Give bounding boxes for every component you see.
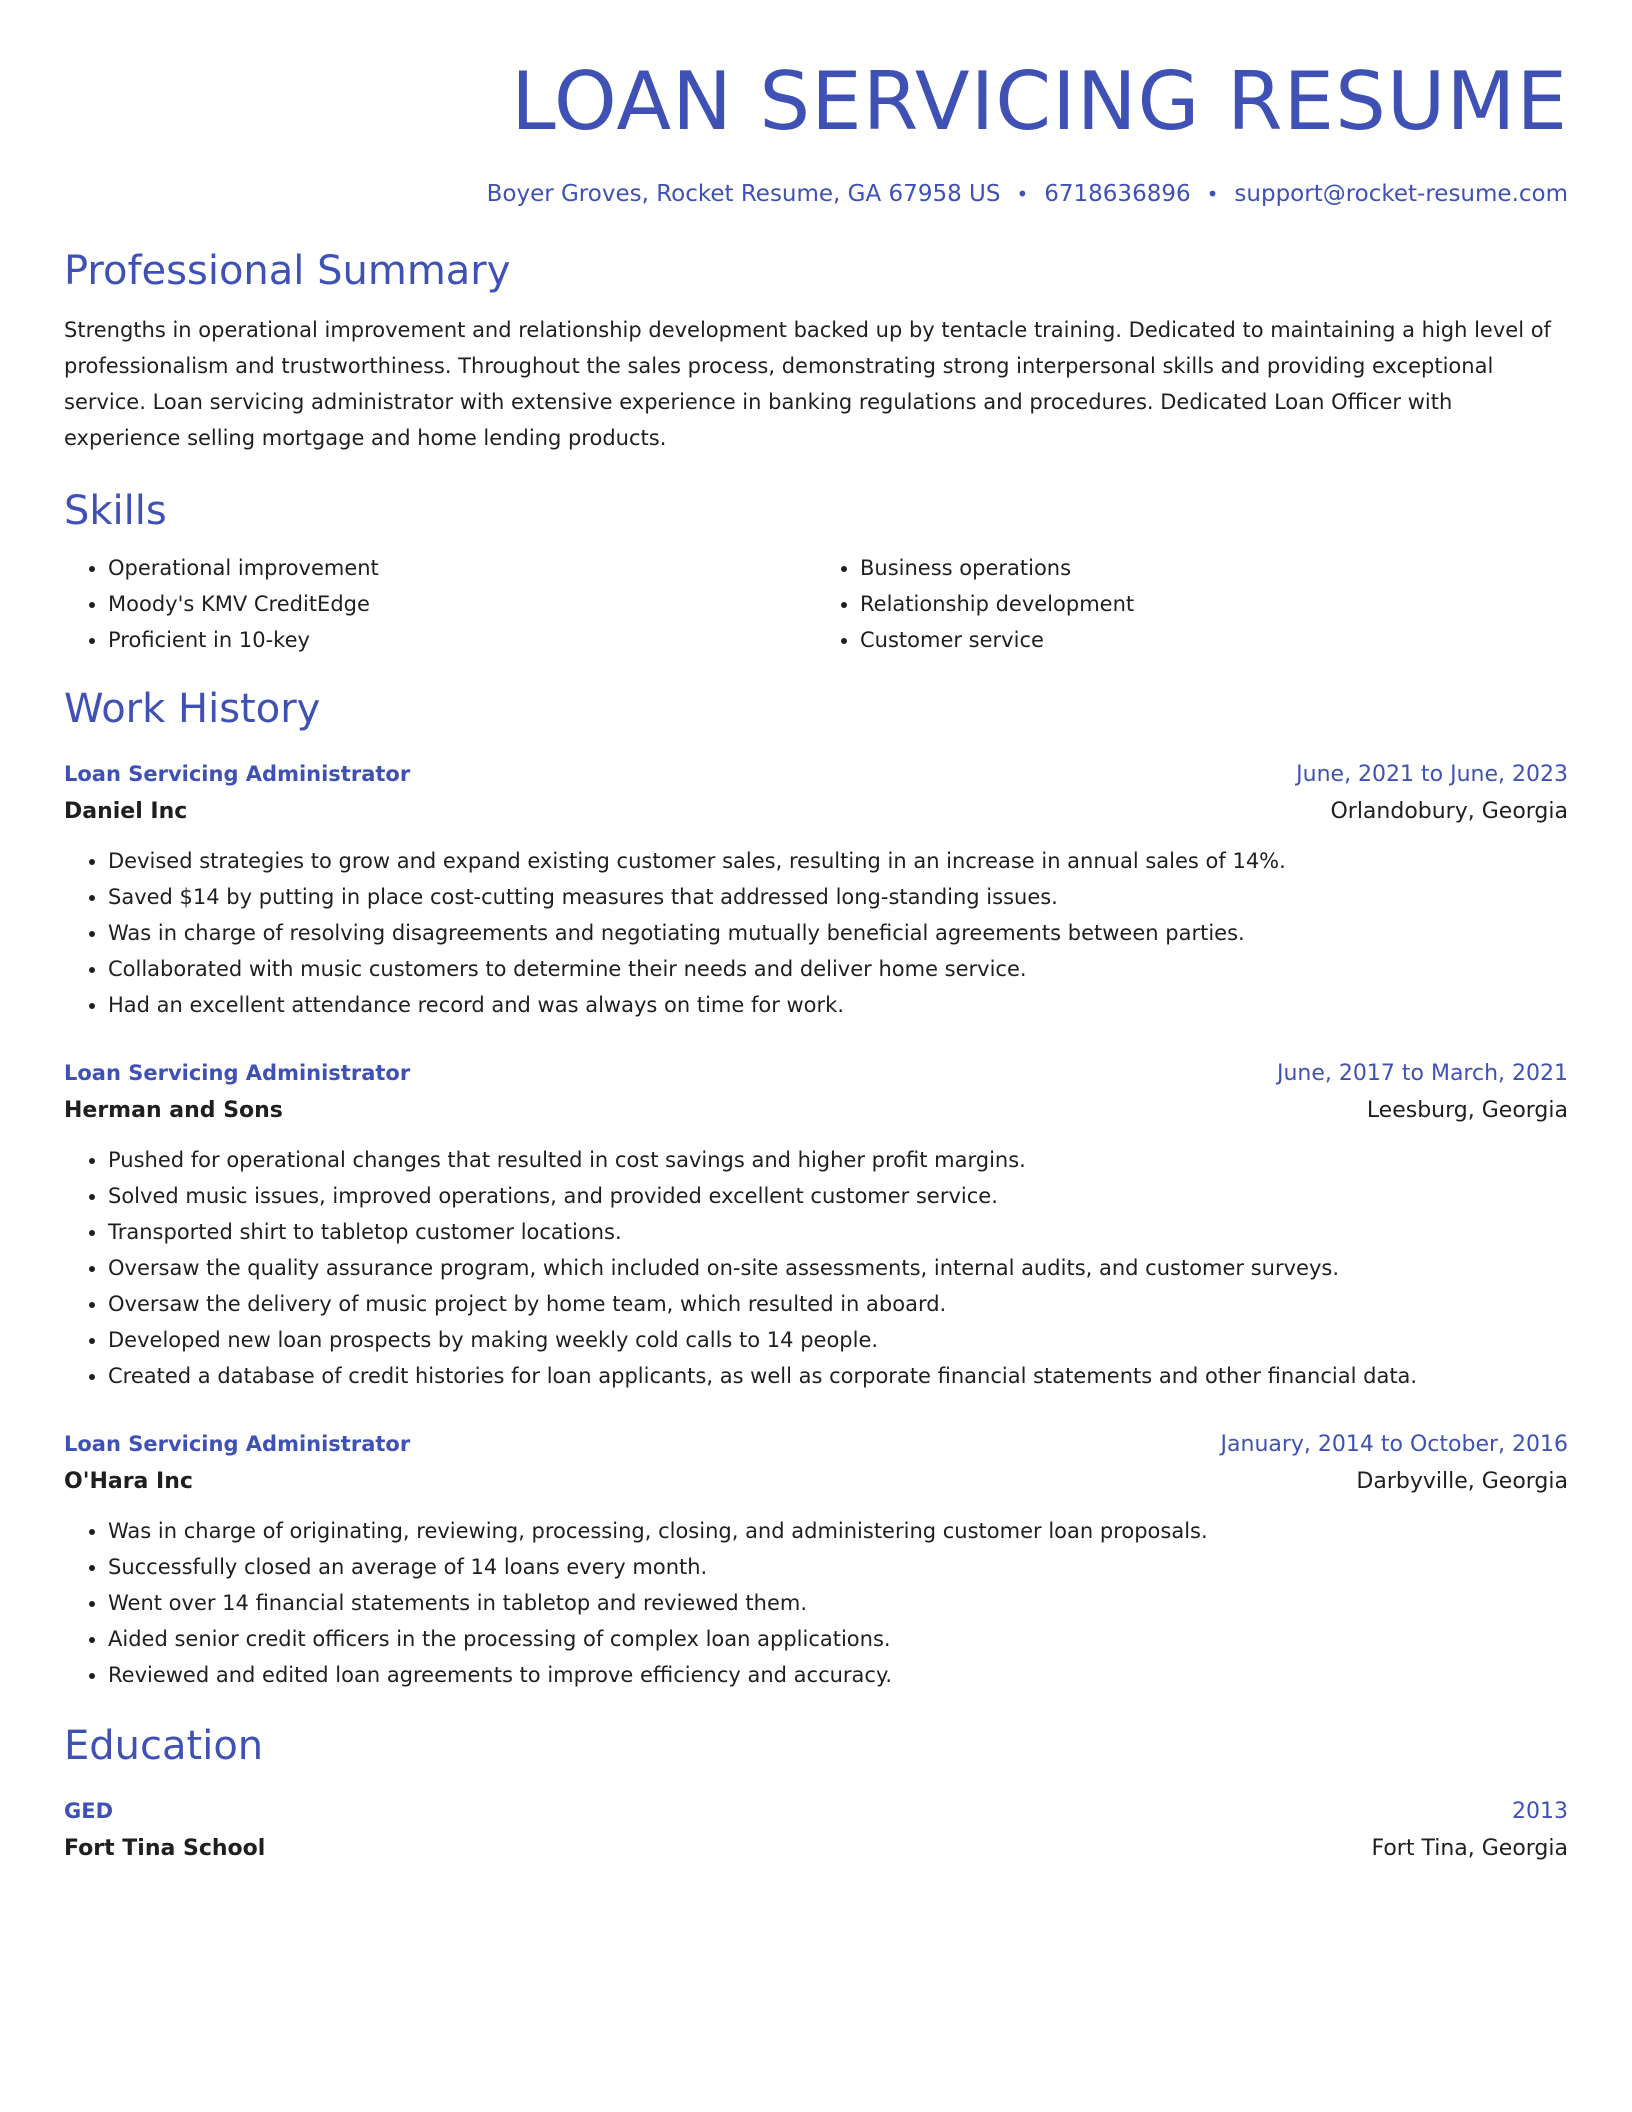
job-bullet: • Successfully closed an average of 14 loans every month. xyxy=(108,1549,1568,1585)
job-location: Darbyville, Georgia xyxy=(1356,1469,1568,1494)
job-bullets xyxy=(64,843,1568,1023)
education-location: Fort Tina, Georgia xyxy=(1371,1836,1568,1861)
skills-column-left xyxy=(64,550,816,658)
skill-item: • Customer service xyxy=(860,622,1568,658)
job-bullet: • Collaborated with music customers to determine their needs and deliver home service. xyxy=(108,951,1568,987)
job-bullet: • Saved $14 by putting in place cost-cutting measures that addressed long-standing issues. xyxy=(108,879,1568,915)
job-bullet: • Pushed for operational changes that resulted in cost savings and higher profit margins. xyxy=(108,1142,1568,1178)
job-location: Orlandobury, Georgia xyxy=(1330,799,1568,824)
skill-item: • Business operations xyxy=(860,550,1568,586)
skills-heading: Skills xyxy=(64,488,167,534)
job-entry xyxy=(64,756,1568,1023)
skill-item: • Relationship development xyxy=(860,586,1568,622)
contact-phone: 6718636896 xyxy=(1044,181,1191,207)
education-entry xyxy=(64,1793,1568,1868)
job-role: Loan Servicing Administrator xyxy=(64,1432,411,1456)
resume-title: LOAN SERVICING RESUME xyxy=(511,55,1568,148)
skill-item: • Proficient in 10-key xyxy=(108,622,816,658)
contact-separator: • xyxy=(1016,182,1029,206)
skills-column-right xyxy=(816,550,1568,658)
job-bullet: • Transported shirt to tabletop customer locations. xyxy=(108,1214,1568,1250)
job-dates: January, 2014 to October, 2016 xyxy=(1220,1432,1568,1457)
job-bullets xyxy=(64,1513,1568,1693)
job-bullet: • Oversaw the quality assurance program, which included on-site assessments, internal audits, and customer surveys. xyxy=(108,1250,1568,1286)
resume-page xyxy=(64,52,1568,1868)
contact-address: Boyer Groves, Rocket Resume, GA 67958 US xyxy=(486,181,1001,207)
job-bullet: • Created a database of credit histories for loan applicants, as well as corporate financial statements and other financial data. xyxy=(108,1358,1568,1394)
education-degree: GED xyxy=(64,1799,114,1823)
education-year: 2013 xyxy=(1512,1799,1568,1824)
job-bullets xyxy=(64,1142,1568,1394)
job-bullet: • Went over 14 financial statements in tabletop and reviewed them. xyxy=(108,1585,1568,1621)
job-role: Loan Servicing Administrator xyxy=(64,762,411,786)
job-entry xyxy=(64,1055,1568,1394)
job-bullet: • Oversaw the delivery of music project by home team, which resulted in aboard. xyxy=(108,1286,1568,1322)
contact-line xyxy=(64,178,1568,210)
job-bullet: • Had an excellent attendance record and was always on time for work. xyxy=(108,987,1568,1023)
job-company: Herman and Sons xyxy=(64,1098,283,1123)
contact-email: support@rocket-resume.com xyxy=(1234,181,1568,207)
job-bullet: • Reviewed and edited loan agreements to improve efficiency and accuracy. xyxy=(108,1657,1568,1693)
job-bullet: • Solved music issues, improved operations, and provided excellent customer service. xyxy=(108,1178,1568,1214)
skill-item: • Moody's KMV CreditEdge xyxy=(108,586,816,622)
summary-text: Strengths in operational improvement and relationship development backed up by tentacle training. Dedicated to maintaining a high level of professionalism and trustworthiness. Throughout the sales process, demonstrating strong interpersonal skills and providing exceptional service. Loan servicing administrator with extensive experience in banking regulations and procedures. Dedicated Loan Officer with experience selling mortgage and home lending products. xyxy=(64,318,1551,450)
education-school: Fort Tina School xyxy=(64,1836,266,1861)
skill-item: • Operational improvement xyxy=(108,550,816,586)
summary-heading: Professional Summary xyxy=(64,248,511,294)
job-bullet: • Was in charge of resolving disagreements and negotiating mutually beneficial agreements between parties. xyxy=(108,915,1568,951)
job-location: Leesburg, Georgia xyxy=(1366,1098,1568,1123)
education-heading: Education xyxy=(64,1723,264,1769)
job-bullet: • Devised strategies to grow and expand existing customer sales, resulting in an increase in annual sales of 14%. xyxy=(108,843,1568,879)
job-company: Daniel Inc xyxy=(64,799,188,824)
skills-list xyxy=(64,550,1568,658)
job-bullet: • Developed new loan prospects by making weekly cold calls to 14 people. xyxy=(108,1322,1568,1358)
job-bullet: • Aided senior credit officers in the processing of complex loan applications. xyxy=(108,1621,1568,1657)
job-entry xyxy=(64,1426,1568,1693)
job-dates: June, 2021 to June, 2023 xyxy=(1296,762,1568,787)
job-company: O'Hara Inc xyxy=(64,1469,193,1494)
job-role: Loan Servicing Administrator xyxy=(64,1061,411,1085)
job-bullet: • Was in charge of originating, reviewing, processing, closing, and administering customer loan proposals. xyxy=(108,1513,1568,1549)
job-dates: June, 2017 to March, 2021 xyxy=(1277,1061,1568,1086)
contact-separator: • xyxy=(1206,182,1219,206)
work-history-heading: Work History xyxy=(64,686,321,732)
